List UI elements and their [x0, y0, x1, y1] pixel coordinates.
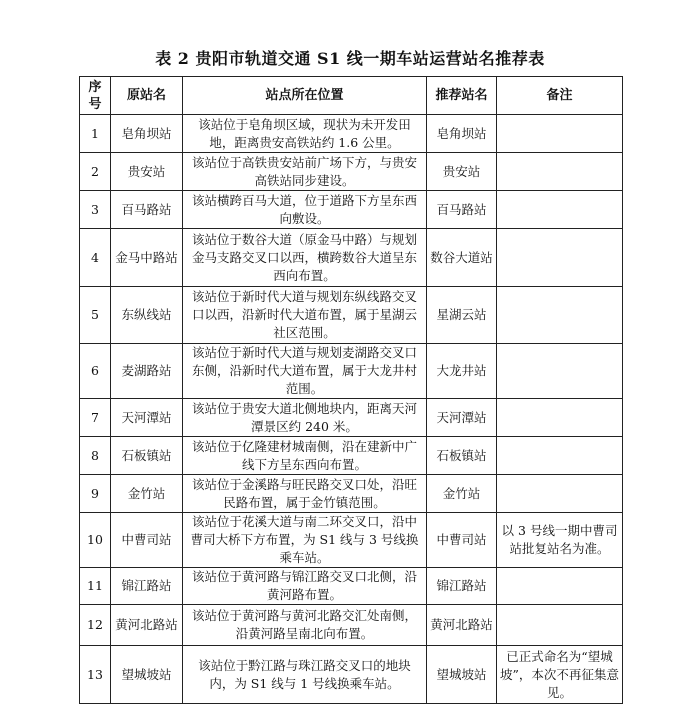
row-recommended-name: 中曹司站 — [427, 513, 497, 568]
row-index: 7 — [80, 399, 111, 437]
row-remark — [497, 437, 623, 475]
header-row — [80, 77, 623, 115]
header-remark: 备注 — [497, 77, 623, 115]
row-index: 10 — [80, 513, 111, 568]
row-recommended-name: 天河潭站 — [427, 399, 497, 437]
table-row — [80, 229, 623, 287]
row-recommended-name: 贵安站 — [427, 153, 497, 191]
table-title: 表 2 贵阳市轨道交通 S1 线一期车站运营站名推荐表 — [155, 49, 545, 68]
row-original-name: 望城坡站 — [111, 646, 183, 704]
table-row — [80, 344, 623, 399]
row-original-name: 皂角坝站 — [111, 115, 183, 153]
table-row — [80, 513, 623, 568]
row-location: 该站位于数谷大道（原金马中路）与规划金马支路交叉口以西，横跨数谷大道呈东西向布置。 — [183, 229, 427, 287]
row-location: 该站位于新时代大道与规划东纵线路交叉口以西，沿新时代大道布置，属于星湖云社区范围。 — [183, 287, 427, 344]
table-row — [80, 115, 623, 153]
row-remark — [497, 153, 623, 191]
row-location: 该站位于高铁贵安站前广场下方，与贵安高铁站同步建设。 — [183, 153, 427, 191]
row-index: 13 — [80, 646, 111, 704]
row-original-name: 百马路站 — [111, 191, 183, 229]
row-remark — [497, 475, 623, 513]
row-recommended-name: 皂角坝站 — [427, 115, 497, 153]
row-original-name: 贵安站 — [111, 153, 183, 191]
row-location: 该站位于贵安大道北侧地块内，距离天河潭景区约 240 米。 — [183, 399, 427, 437]
row-original-name: 金竹站 — [111, 475, 183, 513]
header-location: 站点所在位置 — [183, 77, 427, 115]
table-row — [80, 437, 623, 475]
row-recommended-name: 大龙井站 — [427, 344, 497, 399]
row-remark — [497, 399, 623, 437]
row-recommended-name: 金竹站 — [427, 475, 497, 513]
row-remark — [497, 191, 623, 229]
row-index: 2 — [80, 153, 111, 191]
row-index: 8 — [80, 437, 111, 475]
row-index: 6 — [80, 344, 111, 399]
row-recommended-name: 锦江路站 — [427, 568, 497, 605]
header-index: 序号 — [80, 77, 111, 115]
header-original-name: 原站名 — [111, 77, 183, 115]
row-index: 4 — [80, 229, 111, 287]
row-location: 该站位于黄河路与锦江路交叉口北侧，沿黄河路布置。 — [183, 568, 427, 605]
row-index: 12 — [80, 605, 111, 646]
row-original-name: 东纵线站 — [111, 287, 183, 344]
row-location: 该站位于新时代大道与规划麦湖路交叉口东侧，沿新时代大道布置，属于大龙井村范围。 — [183, 344, 427, 399]
row-recommended-name: 数谷大道站 — [427, 229, 497, 287]
table-row — [80, 287, 623, 344]
row-original-name: 黄河北路站 — [111, 605, 183, 646]
row-recommended-name: 望城坡站 — [427, 646, 497, 704]
row-original-name: 金马中路站 — [111, 229, 183, 287]
table-row — [80, 191, 623, 229]
row-location: 该站位于黔江路与珠江路交叉口的地块内，为 S1 线与 1 号线换乘车站。 — [183, 646, 427, 704]
row-remark — [497, 115, 623, 153]
row-index: 1 — [80, 115, 111, 153]
table-row — [80, 568, 623, 605]
row-remark: 已正式命名为“望城坡”，本次不再征集意见。 — [497, 646, 623, 704]
row-original-name: 石板镇站 — [111, 437, 183, 475]
station-name-table — [79, 76, 623, 704]
row-original-name: 天河潭站 — [111, 399, 183, 437]
row-location: 该站位于花溪大道与南二环交叉口，沿中曹司大桥下方布置，为 S1 线与 3 号线换乘车站。 — [183, 513, 427, 568]
row-index: 9 — [80, 475, 111, 513]
table-row — [80, 646, 623, 704]
row-location: 该站位于皂角坝区域，现状为未开发田地，距离贵安高铁站约 1.6 公里。 — [183, 115, 427, 153]
row-remark — [497, 605, 623, 646]
table-row — [80, 475, 623, 513]
row-remark: 以 3 号线一期中曹司站批复站名为准。 — [497, 513, 623, 568]
row-location: 该站位于亿隆建材城南侧，沿在建新中广线下方呈东西向布置。 — [183, 437, 427, 475]
row-index: 11 — [80, 568, 111, 605]
row-remark — [497, 344, 623, 399]
header-recommended-name: 推荐站名 — [427, 77, 497, 115]
row-remark — [497, 229, 623, 287]
row-recommended-name: 黄河北路站 — [427, 605, 497, 646]
row-recommended-name: 星湖云站 — [427, 287, 497, 344]
row-recommended-name: 百马路站 — [427, 191, 497, 229]
row-index: 5 — [80, 287, 111, 344]
row-location: 该站位于金溪路与旺民路交叉口处，沿旺民路布置，属于金竹镇范围。 — [183, 475, 427, 513]
row-original-name: 麦湖路站 — [111, 344, 183, 399]
table-row — [80, 605, 623, 646]
row-remark — [497, 568, 623, 605]
row-location: 该站位于黄河路与黄河北路交汇处南侧，沿黄河路呈南北向布置。 — [183, 605, 427, 646]
row-index: 3 — [80, 191, 111, 229]
table-row — [80, 399, 623, 437]
table-row — [80, 153, 623, 191]
row-recommended-name: 石板镇站 — [427, 437, 497, 475]
row-remark — [497, 287, 623, 344]
row-location: 该站横跨百马大道，位于道路下方呈东西向敷设。 — [183, 191, 427, 229]
row-original-name: 锦江路站 — [111, 568, 183, 605]
row-original-name: 中曹司站 — [111, 513, 183, 568]
